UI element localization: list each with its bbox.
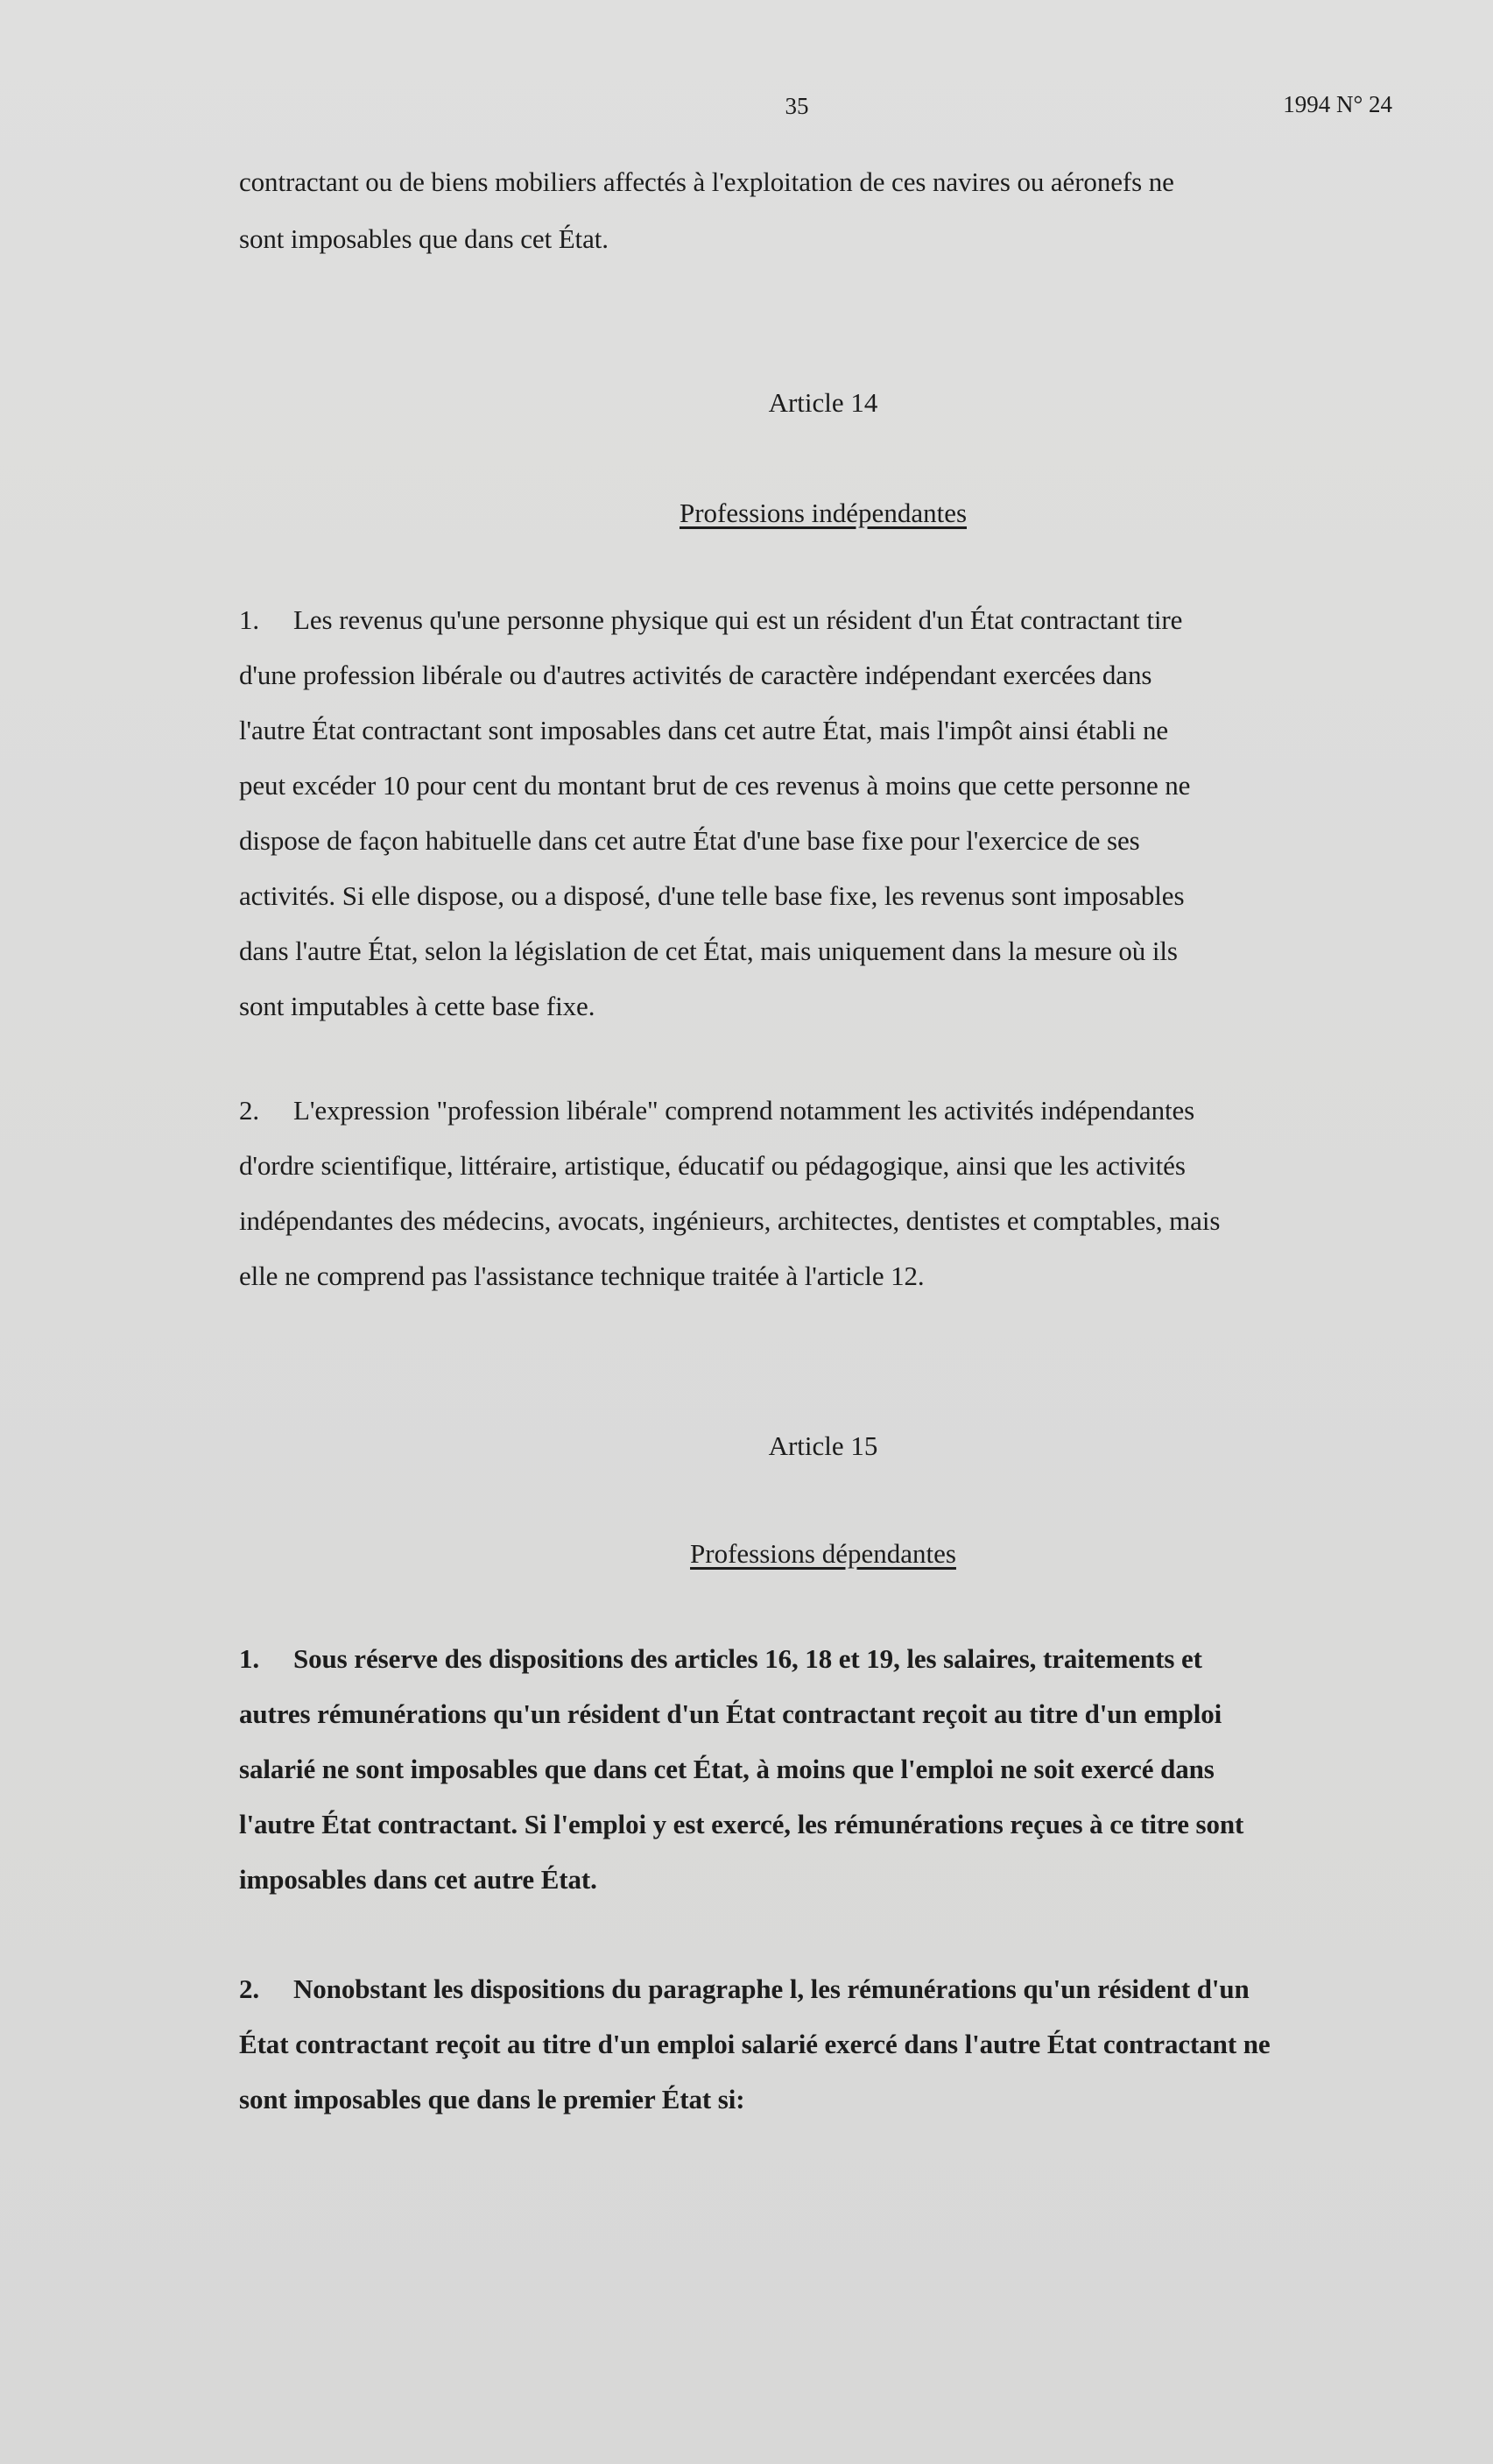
article-15-title: Article 15 <box>768 1430 878 1461</box>
article-15-para-2-line: État contractant reçoit au titre d'un emploi salarié exercé dans l'autre État contractant ne <box>239 2029 1271 2059</box>
article-15-para-2-line: sont imposables que dans le premier État si: <box>239 2084 745 2115</box>
article-14-para-1-line: dispose de façon habituelle dans cet autre État d'une base fixe pour l'exercice de ses <box>239 825 1140 856</box>
paragraph-number: 2. <box>239 1095 260 1126</box>
article-15-para-1-line: imposables dans cet autre État. <box>239 1864 597 1895</box>
document-reference: 1994 N° 24 <box>1283 91 1392 117</box>
article-15-para-2-line <box>239 1973 1250 2005</box>
article-14-title: Article 14 <box>768 387 878 418</box>
article-14-para-2-line: indépendantes des médecins, avocats, ingénieurs, architectes, dentistes et comptables, mais <box>239 1205 1221 1236</box>
article-14-para-2-line: d'ordre scientifique, littéraire, artistique, éducatif ou pédagogique, ainsi que les activités <box>239 1150 1186 1181</box>
article-15-subtitle-text: Professions dépendantes <box>690 1538 956 1569</box>
article-15-para-1-line: salarié ne sont imposables que dans cet État, à moins que l'emploi ne soit exercé dans <box>239 1754 1215 1784</box>
page-number: 35 <box>785 93 809 119</box>
intro-line: contractant ou de biens mobiliers affectés à l'exploitation de ces navires ou aéronefs ne <box>239 166 1174 197</box>
paragraph-text: L'expression "profession libérale" comprend notamment les activités indépendantes <box>293 1095 1195 1126</box>
article-14-subtitle-text: Professions indépendantes <box>679 498 968 528</box>
paragraph-text: Nonobstant les dispositions du paragraphe l, les rémunérations qu'un résident d'un <box>293 1973 1250 2004</box>
article-14-para-1-line: d'une profession libérale ou d'autres activités de caractère indépendant exercées dans <box>239 660 1152 690</box>
article-14-para-1-line: peut excéder 10 pour cent du montant brut de ces revenus à moins que cette personne ne <box>239 770 1191 801</box>
paragraph-number: 2. <box>239 1973 260 2004</box>
paragraph-number: 1. <box>239 604 260 635</box>
article-15-para-1-line: l'autre État contractant. Si l'emploi y est exercé, les rémunérations reçues à ce titre sont <box>239 1809 1244 1839</box>
paragraph-text: Les revenus qu'une personne physique qui est un résident d'un État contractant tire <box>293 604 1183 635</box>
article-14-para-2-line: elle ne comprend pas l'assistance technique traitée à l'article 12. <box>239 1260 925 1291</box>
article-14-para-1-line: dans l'autre État, selon la législation de cet État, mais uniquement dans la mesure où ils <box>239 935 1178 966</box>
article-14-para-1-line: sont imputables à cette base fixe. <box>239 991 595 1021</box>
paragraph-text: Sous réserve des dispositions des articles 16, 18 et 19, les salaires, traitements et <box>293 1643 1202 1674</box>
article-15-subtitle <box>0 1538 1493 1570</box>
article-15-para-1-line <box>239 1643 1202 1675</box>
article-14-para-1-line: activités. Si elle dispose, ou a disposé, d'une telle base fixe, les revenus sont imposables <box>239 880 1185 911</box>
article-14-subtitle <box>0 498 1493 529</box>
intro-line: sont imposables que dans cet État. <box>239 223 609 254</box>
paragraph-number: 1. <box>239 1643 260 1674</box>
article-14-para-1-line <box>239 604 1182 636</box>
article-15-para-1-line: autres rémunérations qu'un résident d'un État contractant reçoit au titre d'un emploi <box>239 1698 1222 1729</box>
article-14-para-2-line <box>239 1095 1194 1126</box>
article-14-para-1-line: l'autre État contractant sont imposables dans cet autre État, mais l'impôt ainsi établi ne <box>239 715 1169 745</box>
